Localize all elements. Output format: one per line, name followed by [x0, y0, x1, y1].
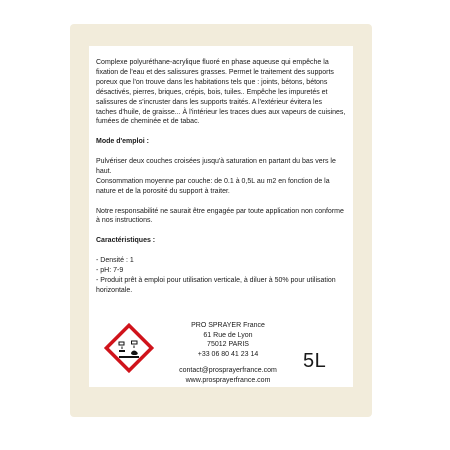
caracteristique-densite: - Densité : 1	[96, 257, 134, 265]
mode-emploi-step-1: Pulvériser deux couches croisées jusqu'à saturation en partant du bas vers le haut.	[96, 158, 336, 175]
caracteristique-ph: - pH: 7-9	[96, 266, 124, 274]
contact-email: contact@prosprayerfrance.com	[179, 367, 277, 374]
caracteristiques-heading: Caractéristiques :	[96, 237, 156, 245]
product-description-1: Complexe polyuréthane-acrylique fluoré en phase aqueuse qui empêche la fixation de l'eau et des salissures grasses. Permet le traitement des supports poreux que l'on trouve dans les habitations tels que : joints, bétons, bétons désactivés, pierres, briques, crépis, bois, tuiles.. Empêche les impuretés et salissures de s'incruster dans les supports traités. A l'extérieur évitera les	[96, 59, 334, 106]
mode-emploi-heading: Mode d'emploi :	[96, 138, 149, 146]
product-description-2: taches d'huile, de graisse... À l'intérieur les traces dues aux vapeurs de cuisines, fumées de cheminée et de tabac.	[96, 108, 346, 126]
disclaimer: Notre responsabilité ne saurait être engagée par toute application non conforme à nos instructions.	[96, 207, 344, 225]
contact-website: www.prosprayerfrance.com	[185, 376, 271, 384]
company-name: PRO SPRAYER France	[191, 322, 265, 329]
corrosive-hazard-icon	[104, 323, 154, 373]
company-phone: +33 06 80 41 23 14	[197, 350, 259, 358]
volume-label: 5L	[303, 350, 327, 372]
label-text	[96, 58, 348, 296]
company-street: 61 Rue de Lyon	[203, 331, 253, 339]
mode-emploi-step-2: Consommation moyenne par couche: de 0.1 à 0,5L au m2 en fonction de la nature et de la porosité du support à traiter.	[96, 177, 330, 195]
contact-info	[148, 366, 308, 385]
company-info	[148, 321, 308, 359]
caracteristique-usage: - Produit prêt à emploi pour utilisation verticale, à diluer à 50% pour utilisation horizontale.	[96, 276, 336, 294]
company-city: 75012 PARIS	[207, 341, 249, 349]
